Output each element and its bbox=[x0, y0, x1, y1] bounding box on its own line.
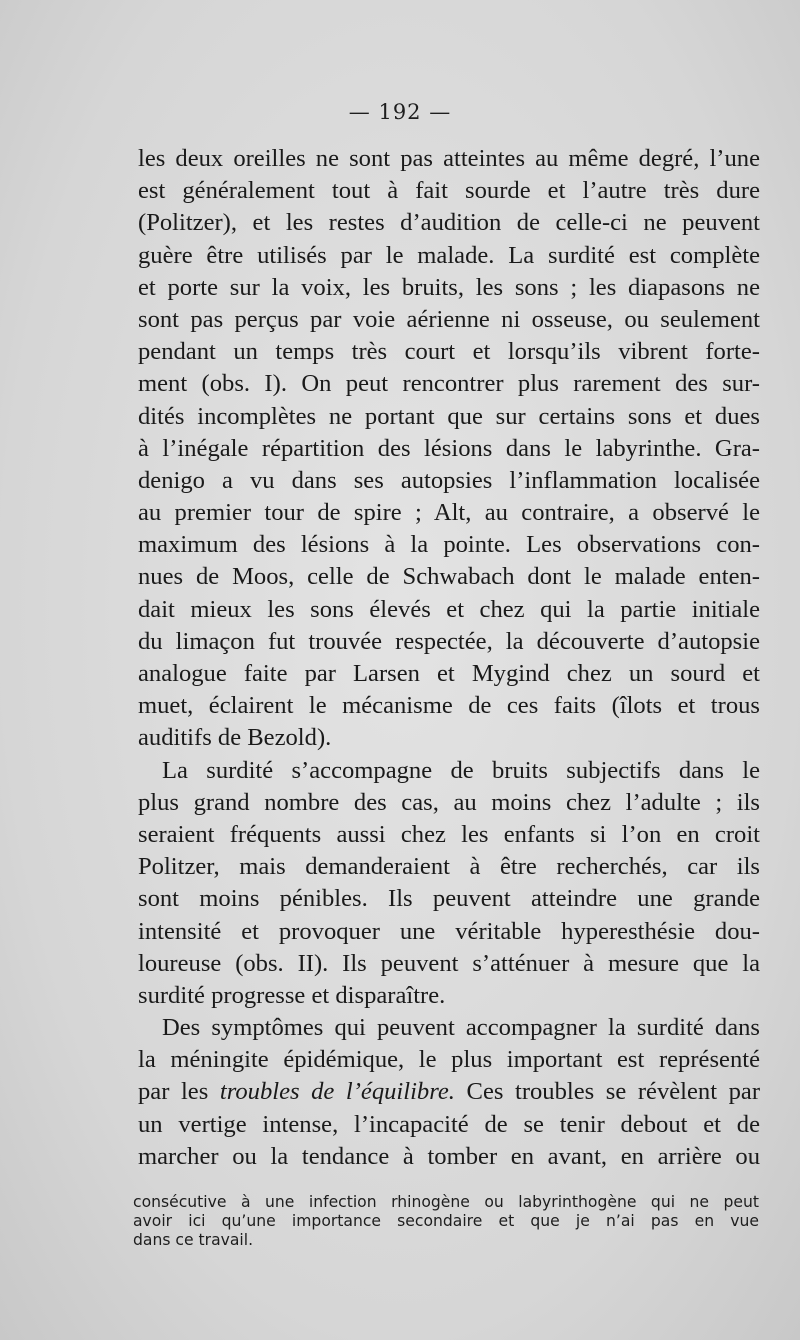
text-line: à l’inégale répartition des lésions dans le labyrinthe. Gra- bbox=[138, 434, 760, 462]
paragraph-1 bbox=[138, 143, 760, 755]
text-line: dités incomplètes ne portant que sur certains sons et dues bbox=[138, 402, 760, 430]
paragraph-3 bbox=[138, 1012, 760, 1173]
text-line: un vertige intense, l’incapacité de se tenir debout et de bbox=[138, 1110, 760, 1138]
footnote-line: dans ce travail. bbox=[133, 1231, 254, 1249]
text-line: intensité et provoquer une véritable hyperesthésie dou- bbox=[138, 917, 760, 945]
text-line: plus grand nombre des cas, au moins chez l’adulte ; ils bbox=[138, 788, 760, 816]
footnote-line: consécutive à une infection rhinogène ou labyrinthogène qui ne peut bbox=[133, 1193, 759, 1211]
text-line: Politzer, mais demanderaient à être recherchés, car ils bbox=[138, 853, 760, 881]
text-line: sont moins pénibles. Ils peuvent atteindre une grande bbox=[138, 885, 760, 913]
text-line: sont pas perçus par voie aérienne ni osseuse, ou seulement bbox=[138, 305, 760, 333]
text-line: nues de Moos, celle de Schwabach dont le malade enten- bbox=[138, 563, 760, 591]
text-line: dait mieux les sons élevés et chez qui la partie initiale bbox=[138, 595, 760, 623]
footnote-line: avoir ici qu’une importance secondaire et que je n’ai pas en vue bbox=[133, 1212, 759, 1230]
text-line: guère être utilisés par le malade. La surdité est complète bbox=[138, 241, 760, 269]
text-line: loureuse (obs. II). Ils peuvent s’atténuer à mesure que la bbox=[138, 949, 760, 977]
text-line: et porte sur la voix, les bruits, les sons ; les diapasons ne bbox=[138, 273, 760, 301]
text-line: seraient fréquents aussi chez les enfants si l’on en croit bbox=[138, 820, 760, 848]
text-line: denigo a vu dans ses autopsies l’inflammation localisée bbox=[138, 466, 760, 494]
text-line: est généralement tout à fait sourde et l’autre très dure bbox=[138, 177, 760, 205]
italic-phrase: troubles de l’équilibre. bbox=[219, 1078, 455, 1106]
text-line: analogue faite par Larsen et Mygind chez un sourd et bbox=[138, 660, 760, 687]
text-line: pendant un temps très court et lorsqu’ils vibrent forte- bbox=[138, 338, 760, 366]
text-line: les deux oreilles ne sont pas atteintes au même degré, l’une bbox=[138, 145, 760, 172]
page-number: — 192 — bbox=[348, 100, 452, 124]
text-fragment: Ces troubles se révèlent par bbox=[454, 1078, 761, 1106]
text-line: muet, éclairent le mécanisme de ces faits (îlots et trous bbox=[138, 692, 760, 720]
text-line: la méningite épidémique, le plus important est représenté bbox=[138, 1046, 760, 1074]
text-line bbox=[138, 1076, 760, 1108]
body-text bbox=[138, 143, 760, 1173]
text-line: du limaçon fut trouvée respectée, la découverte d’autopsie bbox=[138, 627, 760, 655]
text-line: auditifs de Bezold). bbox=[138, 724, 332, 752]
text-line: maximum des lésions à la pointe. Les observations con- bbox=[138, 531, 760, 559]
text-line: surdité progresse et disparaître. bbox=[138, 981, 446, 1009]
text-line: La surdité s’accompagne de bruits subjectifs dans le bbox=[162, 756, 760, 784]
footnote bbox=[133, 1193, 759, 1250]
text-line: marcher ou la tendance à tomber en avant, en arrière ou bbox=[138, 1142, 760, 1170]
text-line: au premier tour de spire ; Alt, au contraire, a observé le bbox=[138, 499, 760, 527]
text-line: Des symptômes qui peuvent accompagner la surdité dans bbox=[162, 1014, 760, 1042]
text-line: (Politzer), et les restes d’audition de celle-ci ne peuvent bbox=[138, 209, 760, 237]
text-fragment: par les bbox=[138, 1078, 220, 1106]
text-line: ment (obs. I). On peut rencontrer plus rarement des sur- bbox=[138, 370, 760, 398]
paragraph-2 bbox=[138, 755, 760, 1013]
